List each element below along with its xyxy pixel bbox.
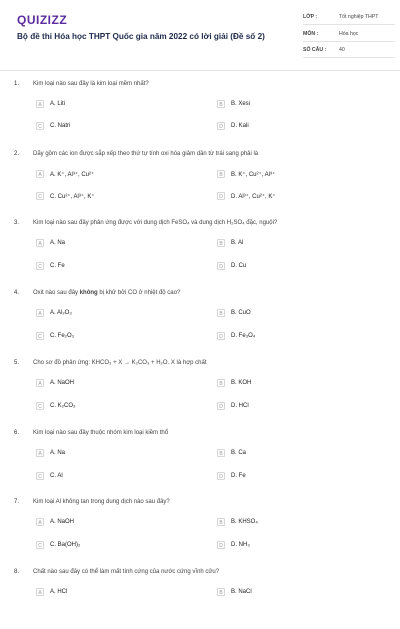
option-text: C. K₂CO₃: [50, 403, 76, 409]
question-8: [0, 569, 400, 629]
option-letter-box: D: [217, 541, 225, 549]
question-2: [0, 151, 400, 211]
option-text: A. HCl: [50, 589, 68, 595]
option-text: D. Al³⁺, Cu²⁺, K⁺: [231, 194, 276, 200]
question-number: 7.: [14, 499, 20, 505]
option-letter-box: B: [217, 449, 225, 457]
option-letter-box: B: [217, 170, 225, 178]
question-6: [0, 430, 400, 490]
question-text-pre: Oxit nào sau đây: [33, 290, 80, 296]
option-text: C. Fe: [50, 263, 65, 269]
option-letter-box: A: [36, 309, 44, 317]
meta-divider: [303, 57, 395, 58]
option-text: A. Al₂O₃: [50, 310, 72, 316]
option-text: B. NaCl: [231, 589, 252, 595]
option-letter-box: A: [36, 170, 44, 178]
option-text: C. Fe₂O₃: [50, 333, 75, 339]
page-title: Bộ đề thi Hóa học THPT Quốc gia năm 2022 có lời giải (Đề số 2): [17, 32, 265, 41]
option-text: D. Kali: [231, 123, 249, 129]
option-text: A. Na: [50, 240, 66, 246]
question-text: Kim loại nào sau đây là kim loại mềm nhất?: [33, 81, 149, 87]
option-letter-box: D: [217, 332, 225, 340]
meta-divider: [303, 24, 395, 25]
option-text: C. Al: [50, 473, 63, 479]
question-text: [33, 290, 180, 296]
option-text: A. Na: [50, 450, 66, 456]
option-letter-box: A: [36, 518, 44, 526]
option-letter-box: B: [217, 518, 225, 526]
option-letter-box: C: [36, 122, 44, 130]
option-letter-box: A: [36, 588, 44, 596]
option-letter-box: D: [217, 122, 225, 130]
option-letter-box: B: [217, 239, 225, 247]
option-letter-box: A: [36, 100, 44, 108]
option-text: B. CuO: [231, 310, 251, 316]
option-text: B. KOH: [231, 380, 252, 386]
option-letter-box: C: [36, 262, 44, 270]
option-letter-box: C: [36, 192, 44, 200]
option-text: A. NaOH: [50, 519, 75, 525]
option-text: A. NaOH: [50, 380, 75, 386]
option-letter-box: C: [36, 402, 44, 410]
option-letter-box: B: [217, 100, 225, 108]
question-text: Dãy gồm các ion được sắp xếp theo thứ tự tính oxi hóa giảm dần từ trái sang phải là: [33, 151, 259, 157]
question-text-post: bị khử bởi CO ở nhiệt độ cao?: [97, 290, 181, 296]
question-text-emphasis: không: [79, 290, 98, 296]
question-number: 5.: [14, 360, 20, 366]
option-letter-box: B: [217, 588, 225, 596]
option-text: C. Ba(OH)₂: [50, 542, 81, 548]
option-text: D. NH₃: [231, 542, 250, 548]
option-text: D. HCl: [231, 403, 249, 409]
option-text: B. K⁺, Cu²⁺, Al³⁺: [231, 172, 276, 178]
option-letter-box: C: [36, 472, 44, 480]
option-letter-box: D: [217, 472, 225, 480]
option-letter-box: A: [36, 379, 44, 387]
option-letter-box: D: [217, 402, 225, 410]
question-4: [0, 290, 400, 350]
meta-value: Tốt nghiệp THPT: [339, 14, 379, 20]
meta-label: MÔN :: [303, 31, 319, 37]
question-number: 3.: [14, 220, 20, 226]
quizizz-logo: QUIZIZZ: [17, 13, 68, 27]
option-letter-box: C: [36, 541, 44, 549]
worksheet-header: [0, 0, 400, 68]
meta-label: SỐ CÂU :: [303, 47, 327, 53]
option-text: A. K⁺, Al³⁺, Cu²⁺: [50, 172, 95, 178]
meta-value: Hóa học: [339, 31, 359, 37]
option-letter-box: D: [217, 192, 225, 200]
option-letter-box: D: [217, 262, 225, 270]
option-text: B. Al: [231, 240, 244, 246]
option-text: A. Liti: [50, 101, 66, 107]
question-text: Kim loại Al không tan trong dung dịch nào sau đây?: [33, 499, 170, 505]
question-number: 8.: [14, 569, 20, 575]
meta-divider: [303, 41, 395, 42]
option-letter-box: C: [36, 332, 44, 340]
question-text: Kim loại nào sau đây phản ứng được với dung dịch FeSO₄ và dung dịch H₂SO₄ đặc, nguội?: [33, 220, 278, 226]
option-text: D. Fe: [231, 473, 246, 479]
question-text: Cho sơ đồ phản ứng: KHCO₃ + X → K₂CO₃ + H₂O. X là hợp chất: [33, 360, 207, 366]
meta-value: 40: [339, 47, 345, 53]
option-letter-box: B: [217, 309, 225, 317]
option-letter-box: A: [36, 239, 44, 247]
option-text: C. Cu²⁺, Al³⁺, K⁺: [50, 194, 95, 200]
question-text: Chất nào sau đây có thể làm mất tính cứng của nước cứng vĩnh cửu?: [33, 569, 220, 575]
question-1: [0, 81, 400, 141]
question-text: Kim loại nào sau đây thuộc nhóm kim loại kiềm thổ: [33, 430, 169, 436]
question-number: 6.: [14, 430, 20, 436]
option-text: B. Ca: [231, 450, 247, 456]
option-letter-box: B: [217, 379, 225, 387]
question-5: [0, 360, 400, 420]
option-text: D. Cu: [231, 263, 247, 269]
meta-label: LỚP :: [303, 14, 318, 20]
option-letter-box: A: [36, 449, 44, 457]
question-number: 2.: [14, 151, 20, 157]
question-number: 4.: [14, 290, 20, 296]
header-divider: [0, 70, 400, 71]
option-text: B. KHSO₄: [231, 519, 258, 525]
question-7: [0, 499, 400, 559]
option-text: B. Xesi: [231, 101, 251, 107]
question-number: 1.: [14, 81, 20, 87]
option-text: D. Fe₃O₄: [231, 333, 256, 339]
question-3: [0, 220, 400, 280]
option-text: C. Natri: [50, 123, 71, 129]
